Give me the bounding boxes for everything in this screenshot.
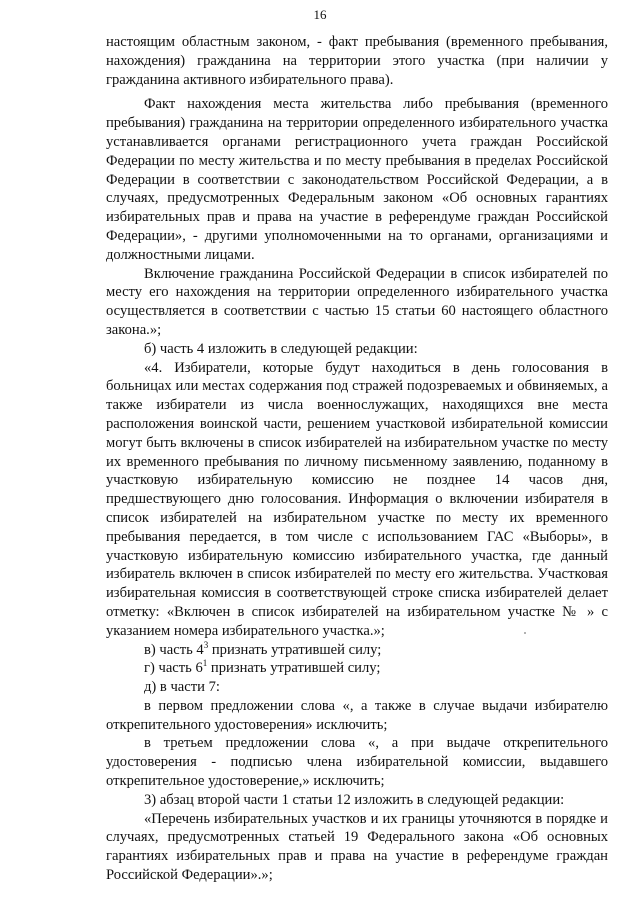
paragraph-item-g <box>106 659 608 678</box>
paragraph-item-d: д) в части 7: <box>144 679 220 696</box>
paragraph-voter-inclusion: Включение гражданина Российской Федерации в список избирателей по месту его нахождения на территории определенного избирательного участка осуществляется в соответствии с частью 15 статьи 60 настоящего областного закона.»; <box>106 265 608 338</box>
paragraph-residence-fact: Факт нахождения места жительства либо пребывания (временного пребывания) гражданина на территории определенного избирательного участка устанавливается органами регистрационного учета граждан Российской Федерации по месту жительства и по месту пребывания в пределах Российской Федерации в соответствии с законодательством Российской Федерации, а в случаях, предусмотренных Федеральным законом «Об основных гарантиях избирательных прав и права на участие в референдуме граждан Российской Федерации», - другими уполномоченными на то органами, организациями и должностными лицами. <box>106 96 608 263</box>
item-v-text: в) часть 4 <box>144 641 204 658</box>
item-g-text-end: признать утратившей силу; <box>207 660 381 677</box>
paragraph-polling-stations-list: «Перечень избирательных участков и их границы уточняются в порядке и случаях, предусмотренных статьей 19 Федерального закона «Об основных гарантиях избирательных прав и права на участие в референдуме граждан Российской Федерации».»; <box>106 810 608 884</box>
page-number: 16 <box>313 7 327 22</box>
paragraph-continuation: настоящим областным законом, - факт пребывания (временного пребывания, нахождения) гражданина на территории этого участка (при наличии у гражданина активного избирательного права). <box>106 34 608 88</box>
paragraph-first-sentence: в первом предложении слова «, а также в случае выдачи избирателю открепительного удостоверения» исключить; <box>106 697 608 733</box>
item-v-superscript: 3 <box>203 639 209 650</box>
scan-speck <box>524 632 526 634</box>
paragraph-item-b: б) часть 4 изложить в следующей редакции: <box>144 340 418 357</box>
item-g-superscript: 1 <box>202 658 208 669</box>
item-g-text: г) часть 6 <box>144 660 203 677</box>
paragraph-item-3: 3) абзац второй части 1 статьи 12 изложить в следующей редакции: <box>144 791 565 808</box>
item-v-text-end: признать утратившей силу; <box>208 641 382 658</box>
document-body <box>106 33 608 885</box>
paragraph-third-sentence: в третьем предложении слова «, а при выдаче открепительного удостоверения - подписью члена избирательной комиссии, выдавшего открепительное удостоверение,» исключить; <box>106 735 608 790</box>
paragraph-item-v <box>106 641 608 660</box>
paragraph-part-4-text: «4. Избиратели, которые будут находиться в день голосования в больницах или местах содержания под стражей подозреваемых и обвиняемых, а также избиратели из числа военнослужащих, находящихся вне места расположения воинской части, решением участковой избирательной комиссии могут быть включены в список избирателей на избирательном участке по месту их временного пребывания по личному письменному заявлению, поданному в участковую избирательную комиссию не позднее 14 часов дня, предшествующего дню голосования. Информация о включении избирателя в список избирателей на избирательном участке по месту их временного пребывания передается, в том числе с использованием ГАС «Выборы», в участковую избирательную комиссию избирательного участка, где данный избиратель включен в список избирателей по месту его жительства. Участковая избирательная комиссия в соответствующей строке списка избирателей делает отметку: «Включен в список избирателей на избирательном участке № » с указанием номера избирательного участка.»; <box>106 359 608 639</box>
